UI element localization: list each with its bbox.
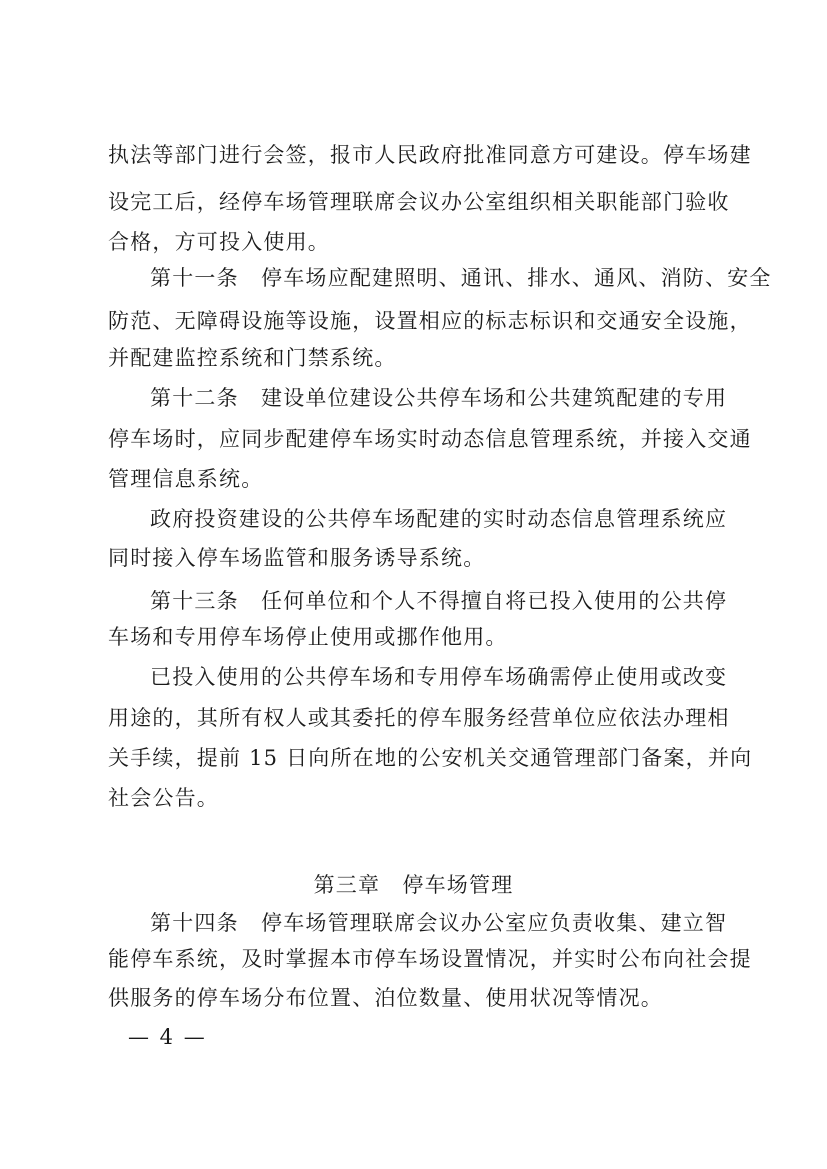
chapter-heading: 第三章 停车场管理	[313, 873, 514, 897]
paragraph-line: 已投入使用的公共停车场和专用停车场确需停止使用或改变	[150, 665, 728, 689]
body-line: 用途的，其所有权人或其委托的停车服务经营单位应依法办理相	[108, 706, 730, 730]
article-13-line: 第十三条 任何单位和个人不得擅自将已投入使用的公共停	[150, 589, 728, 613]
body-line: 停车场时，应同步配建停车场实时动态信息管理系统，并接入交通	[108, 427, 752, 451]
body-line: 能停车系统，及时掌握本市停车场设置情况，并实时公布向社会提	[108, 947, 752, 971]
body-line: 合格，方可投入使用。	[108, 230, 330, 254]
body-line: 管理信息系统。	[108, 467, 264, 491]
article-12-line: 第十二条 建设单位建设公共停车场和公共建筑配建的专用	[150, 386, 728, 410]
body-line: 防范、无障碍设施等设施，设置相应的标志标识和交通安全设施，	[108, 309, 752, 333]
article-11-line: 第十一条 停车场应配建照明、通讯、排水、通风、消防、安全	[150, 266, 772, 290]
page-number: — 4 —	[128, 1025, 207, 1049]
body-line: 社会公告。	[108, 786, 219, 810]
body-line: 关手续，提前 15 日向所在地的公安机关交通管理部门备案，并向	[108, 746, 753, 770]
body-line: 执法等部门进行会签，报市人民政府批准同意方可建设。停车场建	[108, 143, 752, 167]
body-line: 并配建监控系统和门禁系统。	[108, 346, 397, 370]
body-line: 设完工后，经停车场管理联席会议办公室组织相关职能部门验收	[108, 190, 730, 214]
article-14-line: 第十四条 停车场管理联席会议办公室应负责收集、建立智	[150, 911, 728, 935]
paragraph-line: 政府投资建设的公共停车场配建的实时动态信息管理系统应	[150, 507, 728, 531]
body-line: 车场和专用停车场停止使用或挪作他用。	[108, 625, 508, 649]
body-line: 供服务的停车场分布位置、泊位数量、使用状况等情况。	[108, 986, 663, 1010]
body-line: 同时接入停车场监管和服务诱导系统。	[108, 546, 486, 570]
